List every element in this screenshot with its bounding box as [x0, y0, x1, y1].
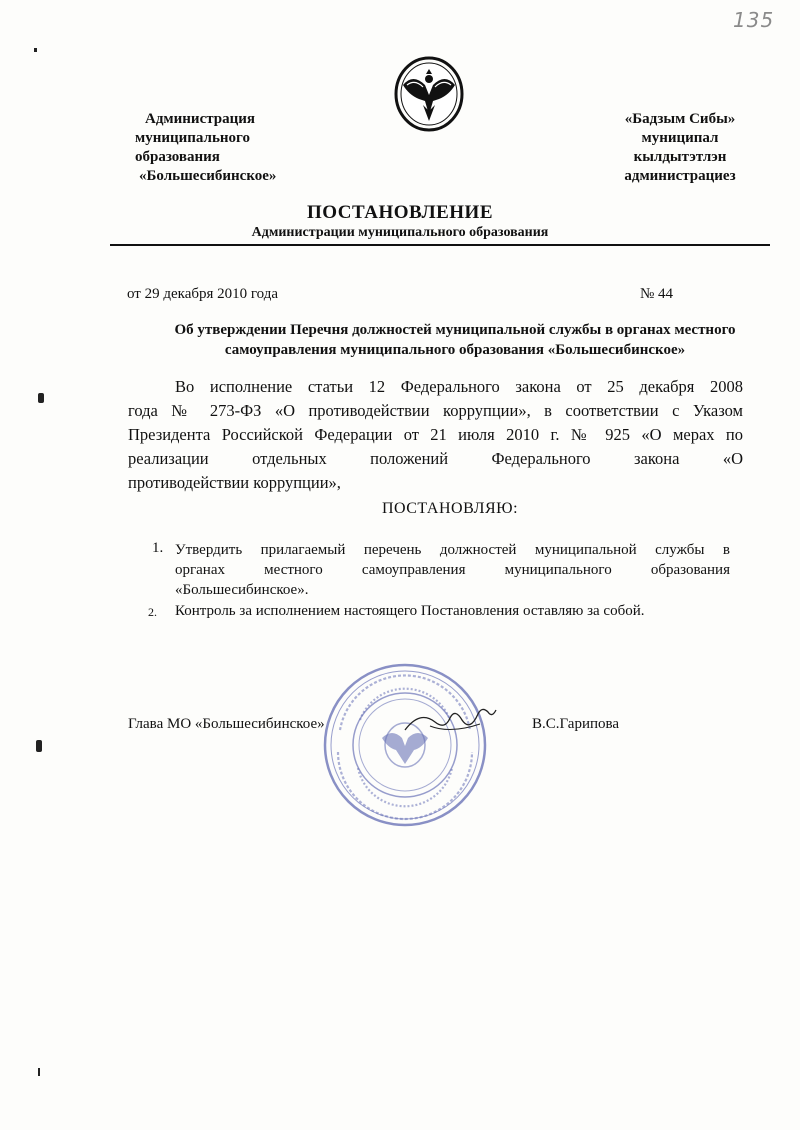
list-item-line: органах местного самоуправления муниципального образования: [175, 562, 730, 578]
preamble-line: противодействии коррупции»,: [128, 473, 341, 492]
coat-of-arms-emblem: [393, 55, 465, 133]
page-number: 135: [733, 8, 775, 32]
signatory-name: В.С.Гарипова: [532, 716, 620, 732]
header-left-line: образования: [135, 149, 220, 165]
scan-mark: [38, 393, 44, 403]
preamble-line: Во исполнение статьи 12 Федерального закона от 25 декабря 2008: [175, 377, 743, 396]
scan-mark: [38, 1068, 40, 1076]
document-number: № 44: [640, 286, 674, 302]
header-divider: [110, 244, 770, 246]
header-left-line: «Большесибинское»: [139, 168, 277, 184]
preamble-line: реализации отдельных положений Федерального закона «О: [128, 449, 743, 468]
header-right-line: муниципал: [641, 130, 719, 146]
header-left: [135, 110, 335, 186]
signatory-role: Глава МО «Большесибинское»: [128, 716, 325, 732]
decree-word: ПОСТАНОВЛЯЮ:: [381, 500, 519, 517]
heading-line: Об утверждении Перечня должностей муниципальной службы в органах местного: [174, 322, 736, 338]
list-item: [175, 540, 730, 600]
document-subtitle: Администрации муниципального образования: [251, 225, 549, 240]
list-item-number: 1.: [152, 540, 164, 556]
header-left-line: муниципального: [135, 130, 250, 146]
list-item-line: «Большесибинское».: [175, 582, 309, 598]
document-heading: [110, 320, 800, 360]
document-date: от 29 декабря 2010 года: [127, 286, 279, 302]
preamble-paragraph: [128, 375, 743, 495]
header-right-line: «Бадзым Сибы»: [624, 111, 736, 127]
header-right-line: кылдытэтлэн: [633, 149, 727, 165]
preamble-line: года № 273-ФЗ «О противодействии коррупции», в соответствии с Указом: [128, 401, 743, 420]
heading-line: самоуправления муниципального образования «Большесибинское»: [224, 342, 686, 358]
header-left-line: Администрация: [145, 111, 256, 127]
list-item-line: Утвердить прилагаемый перечень должностей муниципальной службы в: [175, 542, 730, 558]
scan-mark: [34, 48, 37, 52]
list-item-number: 2.: [148, 605, 157, 619]
official-seal-stamp: [320, 660, 490, 830]
preamble-line: Президента Российской Федерации от 21 июля 2010 г. № 925 «О мерах по: [128, 425, 743, 444]
list-item: Контроль за исполнением настоящего Постановления оставляю за собой.: [175, 603, 645, 619]
document-title: ПОСТАНОВЛЕНИЕ: [306, 202, 494, 223]
header-right-line: администрациез: [624, 168, 736, 184]
handwritten-signature: [400, 700, 500, 745]
scan-mark: [36, 740, 42, 752]
header-right: [590, 110, 770, 186]
